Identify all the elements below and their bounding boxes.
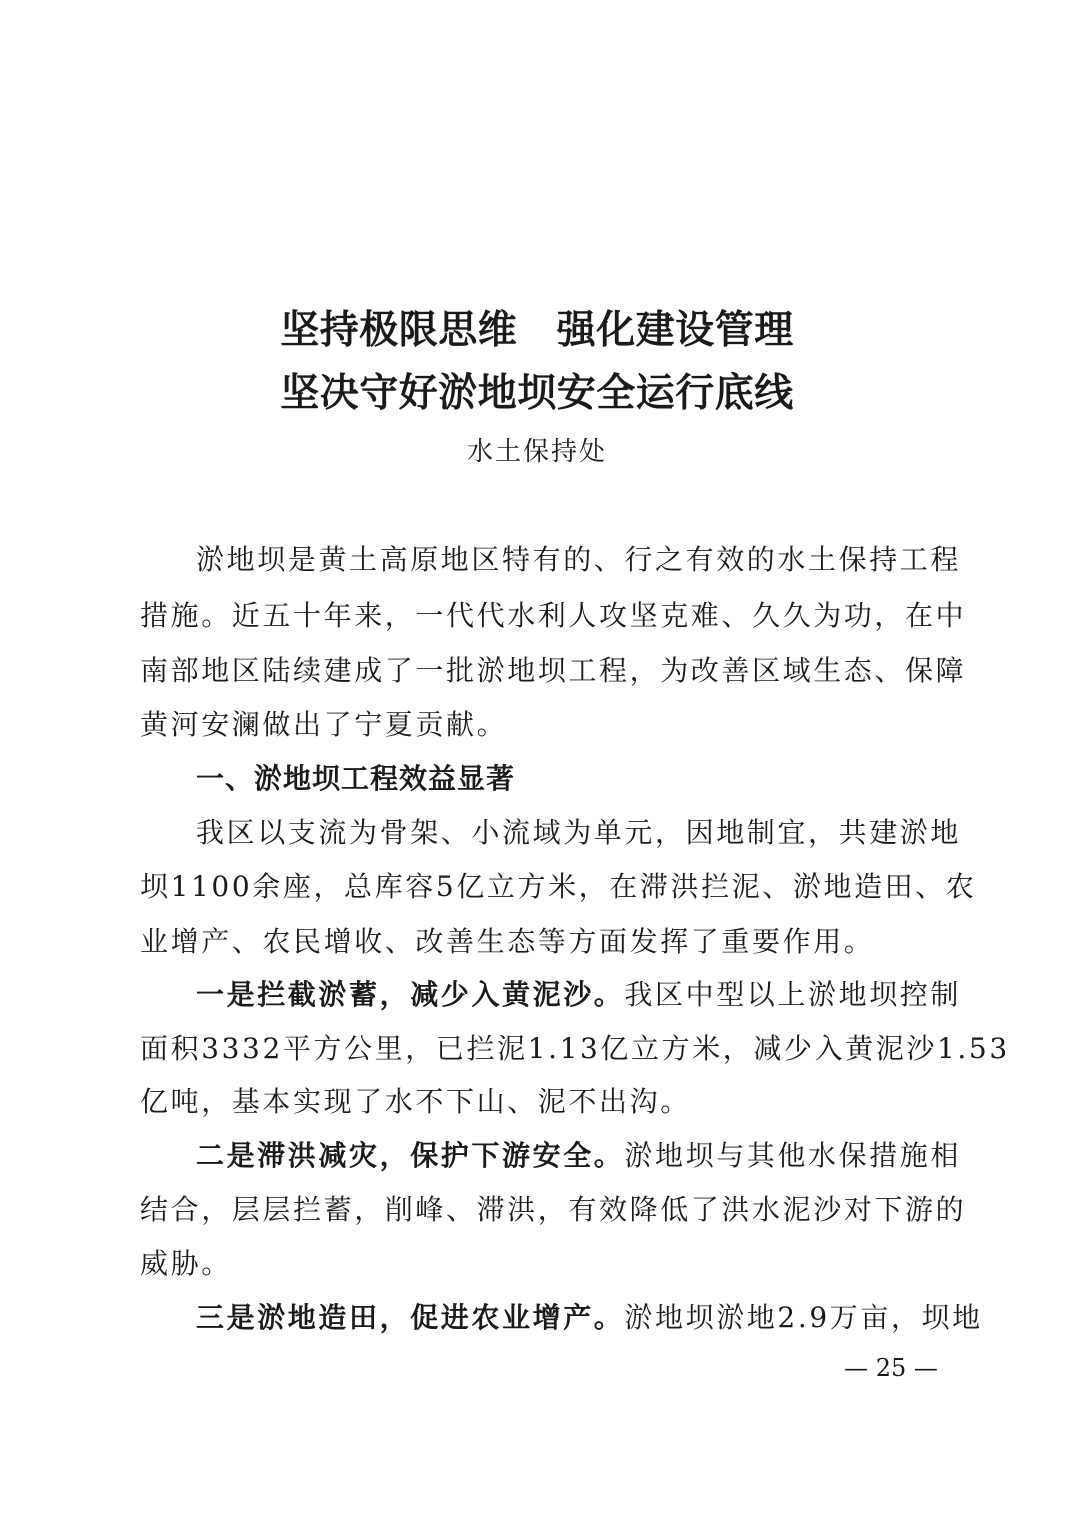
section-heading: 一、淤地坝工程效益显著 bbox=[196, 762, 516, 795]
paragraph-line: 亿吨，基本实现了水不下山、泥不出沟。 bbox=[140, 1085, 691, 1118]
point-lead: 一是拦截淤蓄，减少入黄泥沙。 bbox=[196, 978, 625, 1011]
paragraph-line: 结合，层层拦蓄，削峰、滞洪，有效降低了洪水泥沙对下游的 bbox=[140, 1193, 967, 1226]
title-line-1: 坚持极限思维 强化建设管理 bbox=[280, 308, 794, 353]
paragraph-line: 威胁。 bbox=[140, 1247, 232, 1280]
paragraph-line: 淤地坝是黄土高原地区特有的、行之有效的水土保持工程 bbox=[196, 543, 962, 576]
paragraph-line: 措施。近五十年来，一代代水利人攻坚克难、久久为功，在中 bbox=[140, 599, 967, 632]
point-text: 淤地坝淤地2.9万亩，坝地 bbox=[624, 1301, 983, 1334]
point-text: 淤地坝与其他水保措施相 bbox=[624, 1139, 962, 1172]
point-text: 我区中型以上淤地坝控制 bbox=[624, 978, 962, 1011]
paragraph-line: 面积3332平方公里，已拦泥1.13亿立方米，减少入黄泥沙1.53 bbox=[140, 1032, 1010, 1065]
paragraph-line: 南部地区陆续建成了一批淤地坝工程，为改善区域生态、保障 bbox=[140, 654, 967, 687]
paragraph-line bbox=[196, 1298, 983, 1338]
paragraph-line: 我区以支流为骨架、小流域为单元，因地制宜，共建淤地 bbox=[196, 816, 962, 849]
paragraph-line: 黄河安澜做出了宁夏贡献。 bbox=[140, 708, 508, 741]
point-lead: 二是滞洪减灾，保护下游安全。 bbox=[196, 1139, 625, 1172]
paragraph-line bbox=[196, 975, 962, 1015]
paragraph-line: 坝1100余座，总库容5亿立方米，在滞洪拦泥、淤地造田、农 bbox=[140, 870, 977, 903]
author-department: 水土保持处 bbox=[466, 437, 607, 467]
paragraph-line bbox=[196, 1136, 962, 1176]
title-line-2: 坚决守好淤地坝安全运行底线 bbox=[280, 371, 794, 416]
point-lead: 三是淤地造田，促进农业增产。 bbox=[196, 1301, 625, 1334]
paragraph-line: 业增产、农民增收、改善生态等方面发挥了重要作用。 bbox=[140, 925, 875, 958]
page-number: — 25 — bbox=[844, 1354, 938, 1382]
